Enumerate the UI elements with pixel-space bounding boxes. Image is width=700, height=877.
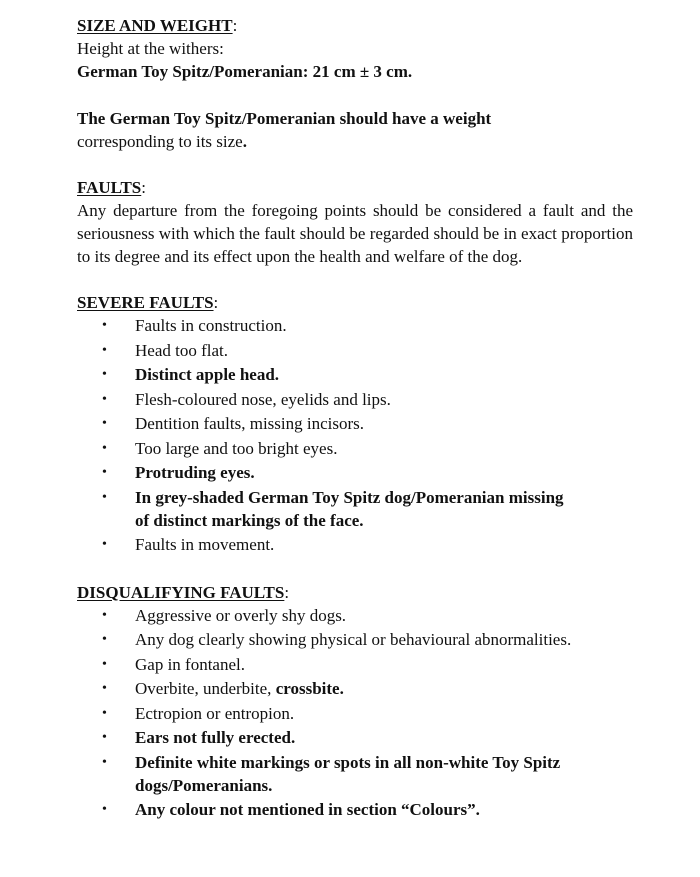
- document-page: [77, 14, 633, 823]
- list-item: • Aggressive or overly shy dogs.: [102, 605, 347, 625]
- size-weight-heading: SIZE AND WEIGHT:: [77, 16, 238, 35]
- list-item: • Faults in construction.: [102, 316, 287, 335]
- list-item: • Head too flat.: [102, 340, 228, 360]
- height-value: German Toy Spitz/Pomeranian: 21 cm ± 3 cm.: [77, 62, 413, 81]
- list-item: • Faults in movement.: [102, 535, 275, 554]
- bullet-icon: •: [102, 656, 107, 672]
- bullet-icon: •: [102, 705, 107, 721]
- severe-faults-heading: SEVERE FAULTS:: [77, 293, 219, 312]
- disqualifying-faults-heading: DISQUALIFYING FAULTS:: [77, 582, 290, 602]
- disqualifying-faults-section: [77, 581, 633, 822]
- size-weight-section: [77, 14, 633, 153]
- faults-section: [77, 176, 633, 268]
- bullet-icon: •: [102, 681, 107, 696]
- list-item: • Protruding eyes.: [102, 463, 255, 482]
- height-label: Height at the withers:: [77, 39, 224, 58]
- bullet-icon: •: [102, 489, 107, 505]
- bullet-icon: •: [102, 416, 107, 431]
- list-item: • Too large and too bright eyes.: [102, 438, 338, 458]
- bullet-icon: •: [102, 465, 107, 480]
- bullet-icon: •: [102, 440, 107, 456]
- list-item: • Distinct apple head.: [102, 365, 280, 384]
- severe-faults-list: [77, 314, 633, 556]
- list-item: • In grey-shaded German Toy Spitz dog/Pomeranian missing of distinct markings of the face.: [102, 487, 564, 530]
- disqualifying-faults-list: [77, 604, 633, 822]
- list-item: • Overbite, underbite, crossbite.: [102, 679, 344, 698]
- bullet-icon: •: [102, 342, 107, 358]
- bullet-icon: •: [102, 607, 107, 623]
- severe-faults-section: [77, 291, 633, 556]
- list-item: • Dentition faults, missing incisors.: [102, 414, 365, 433]
- list-item: • Any dog clearly showing physical or behavioural abnormalities.: [102, 630, 572, 649]
- list-item: • Ectropion or entropion.: [102, 703, 295, 723]
- list-item: • Flesh-coloured nose, eyelids and lips.: [102, 389, 391, 409]
- bullet-icon: •: [102, 537, 107, 552]
- faults-text: Any departure from the foregoing points should be considered a fault and the seriousness with which the fault should be regarded should be in exact proportion to its degree and its effect upon the health and welfare of the dog.: [77, 201, 633, 266]
- faults-heading: FAULTS:: [77, 178, 146, 197]
- list-item: • Ears not fully erected.: [102, 728, 296, 747]
- bullet-icon: •: [102, 367, 107, 382]
- list-item: • Gap in fontanel.: [102, 654, 245, 674]
- bullet-icon: •: [102, 632, 107, 647]
- bullet-icon: •: [102, 730, 107, 745]
- list-item: • Definite white markings or spots in all non-white Toy Spitz dogs/Pomeranians.: [102, 752, 561, 795]
- weight-text: The German Toy Spitz/Pomeranian should have a weight corresponding to its size.: [77, 109, 492, 151]
- bullet-icon: •: [102, 754, 107, 770]
- list-item: • Any colour not mentioned in section “Colours”.: [102, 800, 480, 819]
- bullet-icon: •: [102, 318, 107, 333]
- bullet-icon: •: [102, 802, 107, 817]
- bullet-icon: •: [102, 391, 107, 407]
